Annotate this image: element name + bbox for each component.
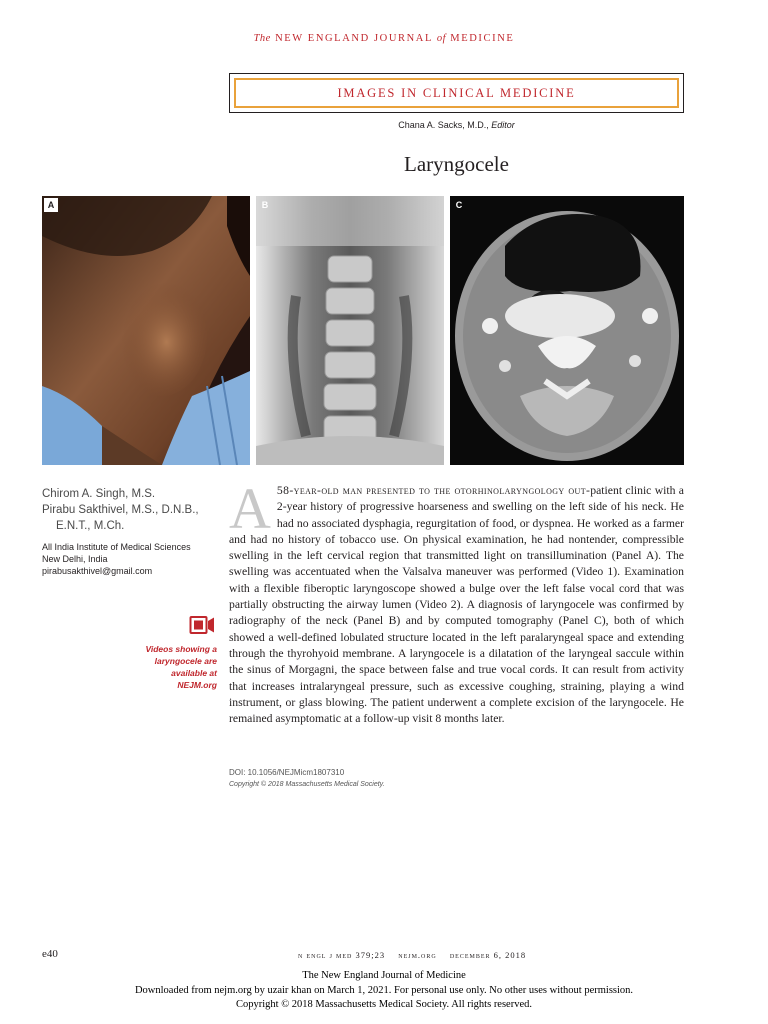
body-lead: 58-year-old man presented to the otorhinolaryngology out- xyxy=(276,484,591,497)
journal-header xyxy=(0,33,768,44)
footer-date: december 6, 2018 xyxy=(449,950,527,960)
footer-citation xyxy=(298,950,684,960)
affiliation xyxy=(42,541,227,577)
panel-label-a: A xyxy=(44,198,58,212)
editor-role: Editor xyxy=(491,120,515,130)
author-line-2: Pirabu Sakthivel, M.S., D.N.B., xyxy=(42,504,199,516)
download-notice-line-2: Downloaded from nejm.org by uzair khan on March 1, 2021. For personal use only. No other uses without permission. xyxy=(134,984,634,996)
affiliation-city: New Delhi, India xyxy=(42,554,108,564)
download-notice-line-1: The New England Journal of Medicine xyxy=(302,970,466,981)
panel-b-xray xyxy=(256,196,444,465)
video-note-line-1: Videos showing a xyxy=(145,644,217,654)
neck-xray-illustration xyxy=(256,196,444,465)
section-box xyxy=(229,73,684,113)
section-title: IMAGES IN CLINICAL MEDICINE xyxy=(234,78,679,108)
panel-a-photo xyxy=(42,196,250,465)
journal-the: The xyxy=(253,33,271,44)
journal-of: of xyxy=(436,33,447,44)
footer-citation-text: n engl j med 379;23 xyxy=(298,950,386,960)
video-note[interactable] xyxy=(110,643,217,691)
download-notice-line-3: Copyright © 2018 Massachusetts Medical Society. All rights reserved. xyxy=(236,999,532,1010)
author-list xyxy=(42,486,227,534)
neck-photo-illustration xyxy=(42,196,250,465)
editor-name: Chana A. Sacks, M.D., xyxy=(398,120,489,130)
video-camera-icon[interactable] xyxy=(189,614,215,636)
drop-cap: A xyxy=(229,476,271,541)
affiliation-email[interactable]: pirabusakthivel@gmail.com xyxy=(42,566,153,576)
journal-name: NEW ENGLAND JOURNAL xyxy=(275,33,433,44)
panel-label-c: C xyxy=(455,200,463,210)
author-line-3: E.N.T., M.Ch. xyxy=(56,520,125,532)
author-line-1: Chirom A. Singh, M.S. xyxy=(42,488,156,500)
download-notice xyxy=(0,969,768,1013)
doi[interactable]: DOI: 10.1056/NEJMicm1807310 xyxy=(229,768,345,777)
article-body xyxy=(229,476,684,727)
page-number: e40 xyxy=(42,948,58,960)
neck-ct-illustration xyxy=(450,196,684,465)
video-note-line-2: laryngocele are xyxy=(154,656,217,666)
video-note-line-4: NEJM.org xyxy=(177,680,217,690)
editor-line xyxy=(229,120,684,130)
panel-label-b: B xyxy=(261,200,269,210)
footer-site: nejm.org xyxy=(398,950,437,960)
article-title: Laryngocele xyxy=(404,152,509,176)
body-text: patient clinic with a 2-year history of progressive hoarseness and swelling on the left side of his neck. He had no associated dysphagia, regurgitation of food, or dyspnea. He worked as a farmer and had no history of tobacco use. On physical examination, he had nontender, compressible swelling in the left cervical region that transmitted light on transillumination (Panel A). The swelling was accentuated when the Valsalva maneuver was performed (Video 1). Examination with a flexible fiberoptic laryngoscope showed a bulge over the left false vocal cord that was partially obstructing the airway lumen (Video 2). A diagnosis of laryngocele was confirmed by radiography of the neck (Panel B) and by computed tomography (Panel C), both of which showed a well-defined lobulated structure located in the left paralaryngeal space and extending through the thyrohyoid membrane. A laryngocele is a dilatation of the laryngeal saccule within the sinus of Morgagni, the space between false and true vocal cords. It can result from activity that increases intralaryngeal pressure, such as excessive coughing, straining, playing a wind instrument, or glass blowing. The patient underwent a complete excision of the laryngocele. He remained asymptomatic at a follow-up visit 8 months later. xyxy=(229,484,684,726)
journal-medicine: MEDICINE xyxy=(450,33,515,44)
copyright: Copyright © 2018 Massachusetts Medical Society. xyxy=(229,781,385,788)
video-note-line-3: available at xyxy=(171,668,217,678)
panel-c-ct xyxy=(450,196,684,465)
affiliation-institution: All India Institute of Medical Sciences xyxy=(42,542,191,552)
